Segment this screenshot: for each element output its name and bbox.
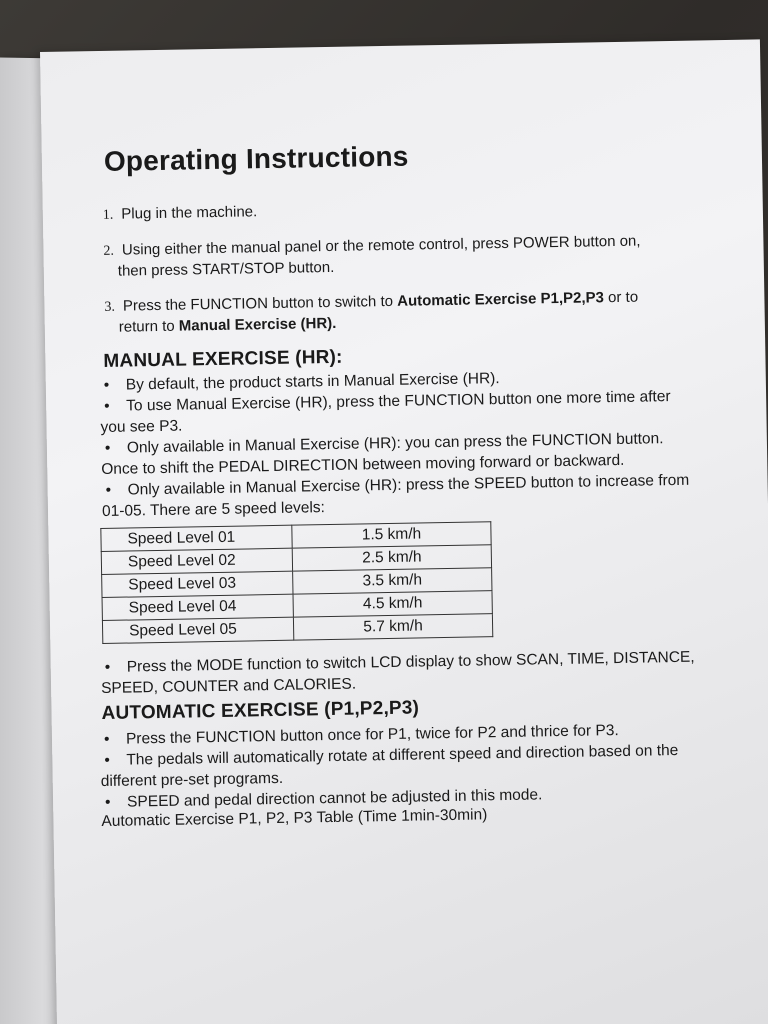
- speed-level-table: [100, 521, 493, 644]
- step-text-continued: then press START/STOP button.: [117, 258, 335, 280]
- step-3: [104, 286, 705, 337]
- mode-bullet: [101, 646, 722, 699]
- speed-value-cell: 5.7 km/h: [293, 614, 492, 640]
- speed-value-cell: 3.5 km/h: [293, 568, 492, 594]
- automatic-exercise-heading: AUTOMATIC EXERCISE (P1,P2,P3): [101, 697, 420, 725]
- speed-level-cell: Speed Level 03: [102, 571, 293, 597]
- speed-value-cell: 2.5 km/h: [292, 545, 491, 571]
- step-1: [103, 194, 703, 225]
- bullet-item: • SPEED and pedal direction cannot be adjusted in this mode.: [104, 786, 543, 811]
- manual-exercise-heading: MANUAL EXERCISE (HR):: [103, 346, 343, 372]
- speed-level-cell: Speed Level 01: [101, 525, 292, 551]
- bullet-item: • By default, the product starts in Manual Exercise (HR).: [103, 370, 500, 394]
- automatic-exercise-bullets: [100, 718, 721, 813]
- instruction-sheet: [40, 39, 768, 1024]
- step-number: 3.: [104, 299, 116, 315]
- bullet-item-continued: 01-05. There are 5 speed levels:: [101, 499, 326, 520]
- step-text: or to: [603, 288, 639, 307]
- bullet-item-continued: SPEED, COUNTER and CALORIES.: [100, 675, 357, 698]
- manual-exercise-bullets: [100, 364, 722, 522]
- bullet-item: • The pedals will automatically rotate at different speed and direction based on the: [104, 741, 679, 769]
- bullet-item-continued: you see P3.: [100, 417, 183, 436]
- bullet-item: • Only available in Manual Exercise (HR): you can press the FUNCTION button.: [104, 430, 664, 457]
- step-text-bold: Automatic Exercise P1,P2,P3: [397, 289, 605, 310]
- table-caption: Automatic Exercise P1, P2, P3 Table (Time 1min-30min): [101, 806, 488, 831]
- bullet-item: • Press the FUNCTION button once for P1, twice for P2 and thrice for P3.: [103, 722, 619, 748]
- bullet-item: • Press the MODE function to switch LCD display to show SCAN, TIME, DISTANCE,: [104, 648, 695, 676]
- step-text: return to: [118, 317, 179, 336]
- bullet-item-continued: different pre-set programs.: [100, 769, 284, 791]
- bullet-item-continued: Once to shift the PEDAL DIRECTION between moving forward or backward.: [101, 451, 625, 478]
- step-2: [103, 230, 704, 281]
- step-text: Using either the manual panel or the remote control, press POWER button on,: [121, 232, 641, 259]
- page-title: Operating Instructions: [103, 140, 409, 177]
- bullet-item: • To use Manual Exercise (HR), press the FUNCTION button one more time after: [104, 388, 671, 415]
- speed-value-cell: 4.5 km/h: [293, 591, 492, 617]
- speed-level-cell: Speed Level 05: [102, 617, 293, 643]
- step-text: Plug in the machine.: [121, 203, 258, 223]
- speed-level-cell: Speed Level 04: [102, 594, 293, 620]
- step-number: 1.: [102, 207, 114, 223]
- bullet-item: • Only available in Manual Exercise (HR): press the SPEED button to increase from: [105, 471, 690, 499]
- speed-value-cell: 1.5 km/h: [292, 522, 491, 548]
- speed-level-cell: Speed Level 02: [101, 548, 292, 574]
- step-text: Press the FUNCTION button to switch to: [122, 292, 398, 315]
- step-number: 2.: [103, 243, 115, 259]
- step-text-bold: Manual Exercise (HR).: [178, 314, 337, 335]
